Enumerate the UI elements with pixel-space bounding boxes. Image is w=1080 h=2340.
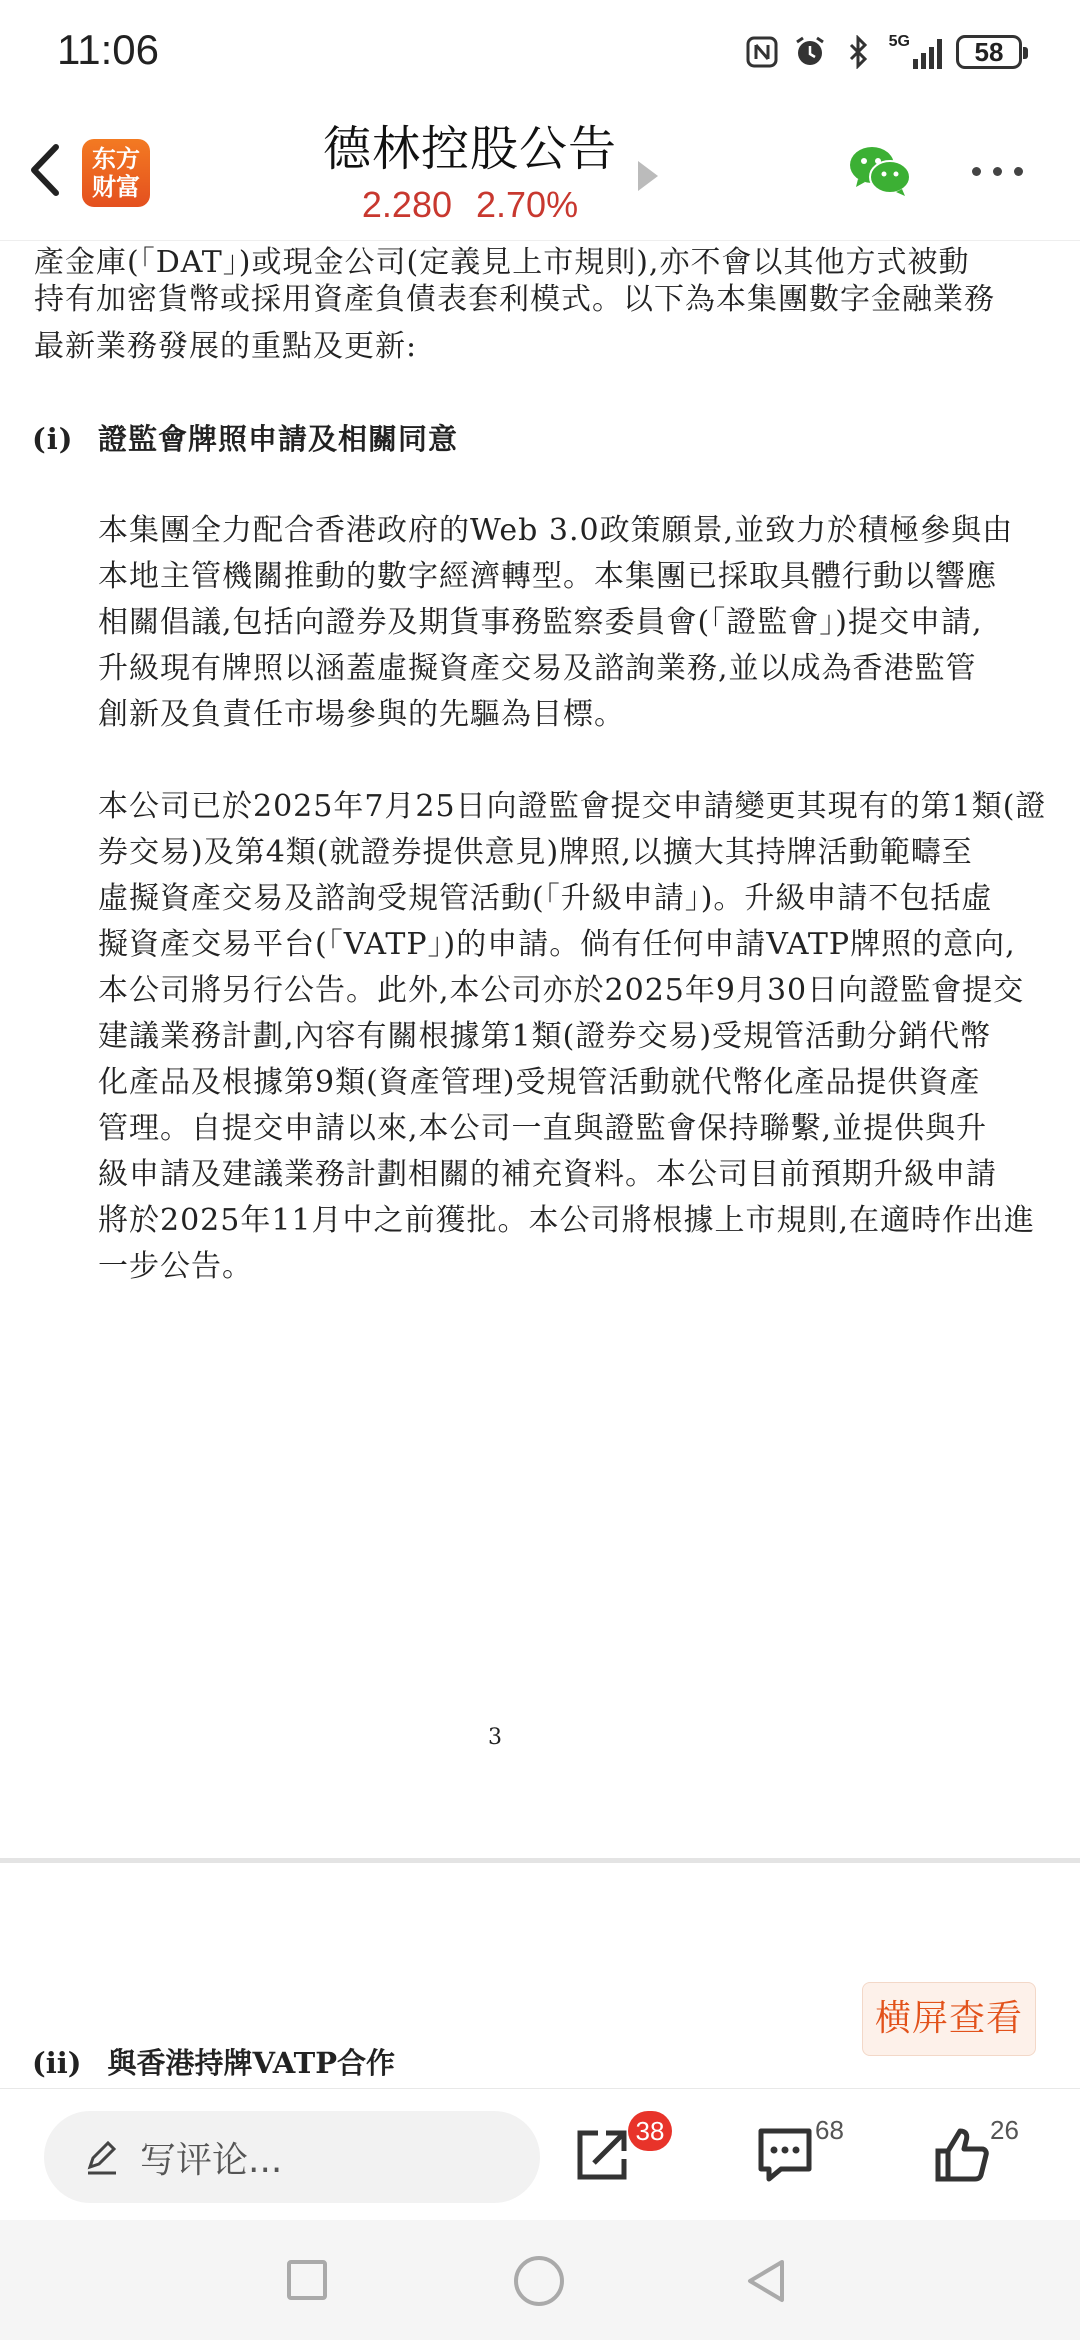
- share-count-badge: 38: [628, 2111, 672, 2151]
- pencil-icon: [82, 2137, 122, 2177]
- network-label: 5G: [888, 33, 910, 50]
- intro-line: 產金庫(「DAT」)或現金公司(定義見上市規則),亦不會以其他方式被動: [34, 245, 970, 280]
- home-circle-icon[interactable]: [514, 2256, 564, 2306]
- intro-line: 持有加密貨幣或採用資產負債表套利模式。以下為本集團數字金融業務: [34, 282, 995, 317]
- signal-icon: [889, 35, 942, 69]
- para2-line: 建議業務計劃,內容有關根據第1類(證券交易)受規管活動分銷代幣: [98, 1019, 992, 1054]
- more-menu-icon[interactable]: [972, 167, 1023, 176]
- app-bar: [0, 105, 1080, 241]
- para1-line: 相關倡議,包括向證券及期貨事務監察委員會(「證監會」)提交申請,: [98, 605, 983, 640]
- battery-level: 58: [974, 36, 1004, 67]
- section-ii-heading: [32, 2040, 395, 2086]
- para1-line: 創新及負責任市場參與的先驅為目標。: [98, 697, 625, 732]
- play-arrow-icon[interactable]: [638, 161, 658, 191]
- intro-line: 最新業務發展的重點及更新:: [34, 329, 418, 364]
- para2-line: 化產品及根據第9類(資產管理)受規管活動就代幣化產品提供資產: [98, 1065, 981, 1100]
- like-thumb-icon[interactable]: [932, 2125, 992, 2185]
- comment-placeholder: 写评论...: [140, 2139, 283, 2181]
- section-ii-title: 與香港持牌VATP合作: [107, 2046, 396, 2080]
- para1-line: 本集團全力配合香港政府的Web 3.0政策願景,並致力於積極參與由: [98, 513, 1014, 548]
- page-title: 德林控股公告: [322, 121, 617, 177]
- para2-line: 擬資產交易平台(「VATP」)的申請。倘有任何申請VATP牌照的意向,: [98, 927, 1016, 962]
- bluetooth-icon: [841, 35, 875, 69]
- para2-line: 虛擬資產交易及諮詢受規管活動(「升級申請」)。升級申請不包括虛: [98, 881, 993, 916]
- stock-quote: [300, 181, 640, 229]
- eastmoney-logo[interactable]: [82, 139, 150, 207]
- recents-square-icon[interactable]: [287, 2260, 327, 2300]
- comment-icon[interactable]: [755, 2125, 815, 2185]
- comment-input[interactable]: [44, 2111, 540, 2203]
- system-nav-bar: [0, 2220, 1080, 2340]
- title-block[interactable]: [300, 117, 640, 229]
- status-bar: [0, 0, 1080, 105]
- nfc-icon: [745, 35, 779, 69]
- back-arrow-icon[interactable]: [18, 135, 78, 205]
- back-triangle-icon[interactable]: [742, 2256, 792, 2306]
- battery-icon: [956, 35, 1022, 69]
- logo-text-top: 东方: [92, 145, 140, 173]
- para1-line: 本地主管機關推動的數字經濟轉型。本集團已採取具體行動以響應: [98, 559, 997, 594]
- para2-line: 將於2025年11月中之前獲批。本公司將根據上市規則,在適時作出進: [98, 1203, 1036, 1238]
- announcement-document: [0, 240, 1080, 1858]
- alarm-icon: [793, 35, 827, 69]
- section-ii-number: (ii): [32, 2046, 82, 2080]
- comment-count: 68: [815, 2115, 844, 2145]
- para2-line: 本公司已於2025年7月25日向證監會提交申請變更其現有的第1類(證: [98, 789, 1047, 824]
- logo-text-bottom: 财富: [92, 173, 140, 201]
- page-number: 3: [488, 1725, 502, 1750]
- section-i-number: (i): [32, 422, 74, 456]
- para2-line: 管理。自提交申請以來,本公司一直與證監會保持聯繫,並提供與升: [98, 1111, 988, 1146]
- para2-line: 一步公告。: [98, 1249, 253, 1284]
- stock-price: 2.280: [361, 184, 452, 225]
- section-i-title: 證監會牌照申請及相關同意: [98, 422, 459, 456]
- para1-line: 升級現有牌照以涵蓋虛擬資產交易及諮詢業務,並以成為香港監管: [98, 651, 977, 686]
- bottom-action-bar: [0, 2088, 1080, 2219]
- para2-line: 券交易)及第4類(就證券提供意見)牌照,以擴大其持牌活動範疇至: [98, 835, 973, 870]
- status-time: 11:06: [57, 26, 159, 73]
- wechat-share-icon[interactable]: [848, 143, 912, 199]
- landscape-view-button[interactable]: 横屏查看: [862, 1982, 1036, 2056]
- share-icon[interactable]: [572, 2125, 632, 2185]
- status-icons: [745, 30, 1022, 74]
- page-divider: [0, 1858, 1080, 1863]
- like-count: 26: [990, 2115, 1019, 2145]
- para2-line: 級申請及建議業務計劃相關的補充資料。本公司目前預期升級申請: [98, 1157, 997, 1192]
- para2-line: 本公司將另行公告。此外,本公司亦於2025年9月30日向證監會提交: [98, 973, 1025, 1008]
- stock-change: 2.70%: [476, 184, 579, 225]
